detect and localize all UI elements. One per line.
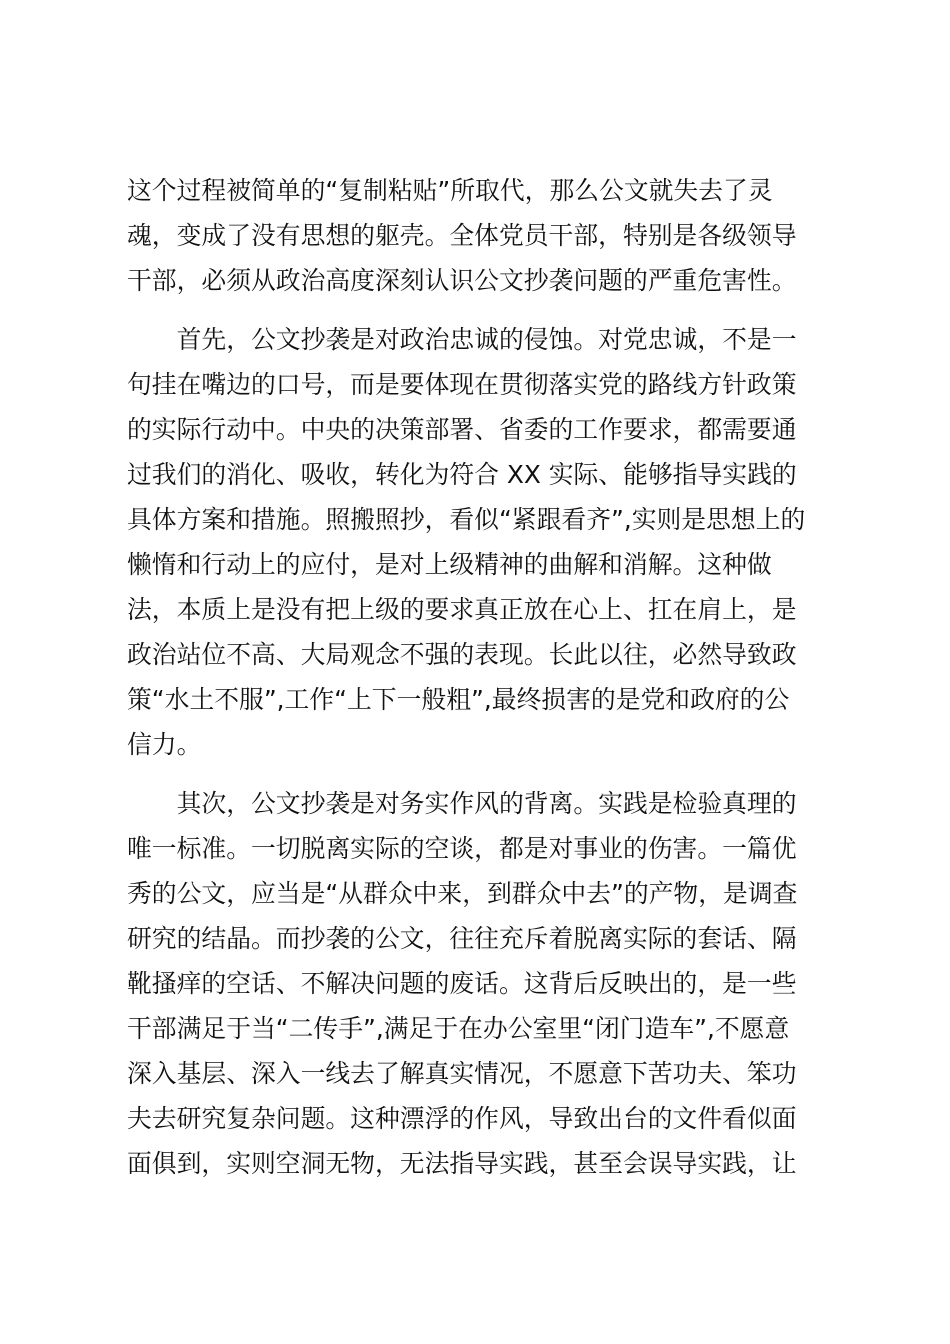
paragraph-2: [127, 317, 827, 767]
text-line: 面俱到，实则空洞无物，无法指导实践，甚至会误导实践，让: [127, 1149, 797, 1178]
text-line: 句挂在嘴边的口号，而是要体现在贯彻落实党的路线方针政策: [127, 370, 797, 399]
text-line: 靴搔痒的空话、不解决问题的废话。这背后反映出的，是一些: [127, 969, 797, 998]
text-line: 唯一标准。一切脱离实际的空谈，都是对事业的伤害。一篇优: [127, 834, 797, 863]
text-line: 信力。: [127, 730, 202, 759]
paragraph-spacer: [127, 767, 827, 781]
paragraph-3: [127, 781, 827, 1186]
text-line: 首先，公文抄袭是对政治忠诚的侵蚀。对党忠诚，不是一: [127, 325, 797, 354]
text-line: 法，本质上是没有把上级的要求真正放在心上、扛在肩上，是: [127, 595, 797, 624]
text-line: 其次，公文抄袭是对务实作风的背离。实践是检验真理的: [127, 789, 797, 818]
text-line: 这个过程被简单的“复制粘贴”所取代，那么公文就失去了灵: [127, 176, 773, 205]
text-line: 研究的结晶。而抄袭的公文，往往充斥着脱离实际的套话、隔: [127, 924, 797, 953]
text-line: 干部满足于当“二传手”,满足于在办公室里“闭门造车”,不愿意: [127, 1014, 790, 1043]
text-line: 的实际行动中。中央的决策部署、省委的工作要求，都需要通: [127, 415, 797, 444]
text-line: 秀的公文，应当是“从群众中来，到群众中去”的产物，是调查: [127, 879, 798, 908]
document-body: [127, 168, 827, 1186]
text-line: 政治站位不高、大局观念不强的表现。长此以往，必然导致政: [127, 640, 797, 669]
text-line: 策“水土不服”,工作“上下一般粗”,最终损害的是党和政府的公: [127, 685, 790, 714]
text-line: 夫去研究复杂问题。这种漂浮的作风，导致出台的文件看似面: [127, 1104, 797, 1133]
text-line: 懒惰和行动上的应付，是对上级精神的曲解和消解。这种做: [127, 550, 772, 579]
text-line: 魂，变成了没有思想的躯壳。全体党员干部，特别是各级领导: [127, 221, 797, 250]
text-line: 具体方案和措施。照搬照抄，看似“紧跟看齐”,实则是思想上的: [127, 505, 806, 534]
text-line: 过我们的消化、吸收，转化为符合 XX 实际、能够指导实践的: [127, 460, 797, 489]
paragraph-spacer: [127, 303, 827, 317]
text-line: 深入基层、深入一线去了解真实情况，不愿意下苦功夫、笨功: [127, 1059, 797, 1088]
paragraph-1: [127, 168, 827, 303]
text-line: 干部，必须从政治高度深刻认识公文抄袭问题的严重危害性。: [127, 266, 797, 295]
